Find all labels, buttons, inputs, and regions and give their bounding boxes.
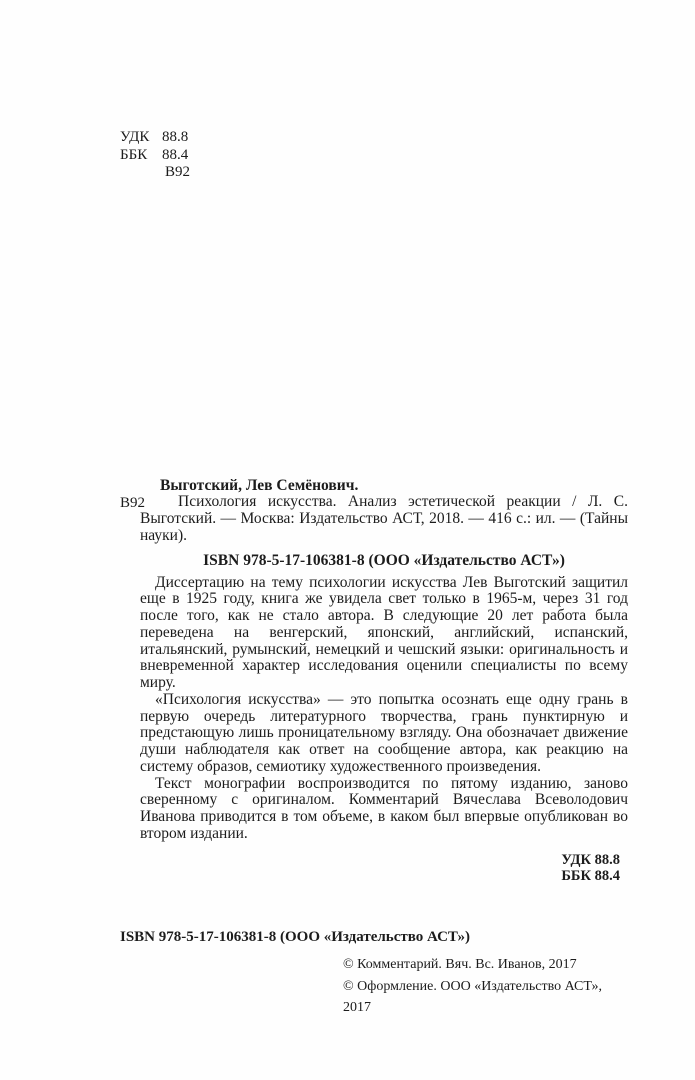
copyright-commentary-line: © Комментарий. Вяч. Вс. Иванов, 2017 <box>343 957 577 972</box>
annotation-paragraph-1: Диссертацию на тему психологии искусства Лев Выготский защитил еще в 1925 году, книга же увидела свет только в 1965-м, через 31 год после того, как не стало автора. В следующие 20 лет работа была переведена на венгерский, японский, английский, испанский, итальянский, румынский, немецкий и чешский языки: оригинальность и вневременной характер исследования оценили специалисты по всему миру. <box>140 573 628 692</box>
classification-codes-top <box>120 129 190 182</box>
isbn-footer-line: ISBN 978-5-17-106381-8 (ООО «Издательство АСТ») <box>120 929 471 945</box>
classification-codes-bottom <box>140 852 628 885</box>
author-heading: Выготский, Лев Семёнович. <box>160 477 359 494</box>
author-sign-spacer <box>120 164 162 182</box>
bibliographic-block <box>120 477 628 885</box>
bbk-label: ББК <box>120 146 148 163</box>
annotation-paragraph-2: «Психология искусства» — это попытка осознать еще одну грань в первую очередь литературного творчества, грань пунктирную и предстающую лишь проницательному взгляду. Она обозначает движение души наблюдателя как ответ на сообщение автора, как реакцию на систему образов, семиотику художественного произведения. <box>140 690 628 775</box>
shelf-mark: В92 <box>120 495 146 511</box>
copyright-block <box>343 954 628 1019</box>
bbk-code-bottom: ББК 88.4 <box>561 868 620 885</box>
udk-code-bottom: УДК 88.8 <box>561 851 620 868</box>
bibliographic-description: Психология искусства. Анализ эстетической реакции / Л. С. Выготский. — Москва: Издательство АСТ, 2018. — 416 с.: ил. — (Тайны науки). <box>140 493 628 544</box>
copyright-design-line: © Оформление. ООО «Издательство АСТ», 2017 <box>343 978 603 1015</box>
bibliographic-entry <box>120 493 628 545</box>
udk-label: УДК <box>120 129 150 145</box>
bbk-code-row <box>120 147 190 165</box>
udk-value: 88.8 <box>162 129 189 145</box>
author-sign-row <box>120 164 190 182</box>
annotation-paragraph-3: Текст монографии воспроизводится по пятому изданию, заново сверенному с оригиналом. Комментарий Вячеслава Всеволодович Иванова приводится в том объеме, в каком был впервые опубликован во втором издании. <box>140 774 628 842</box>
imprint-footer <box>120 929 628 1019</box>
isbn-line: ISBN 978-5-17-106381-8 (ООО «Издательство АСТ») <box>203 551 565 569</box>
udk-code-row <box>120 129 190 147</box>
bbk-value: 88.4 <box>162 146 189 163</box>
author-sign: В92 <box>165 164 191 180</box>
